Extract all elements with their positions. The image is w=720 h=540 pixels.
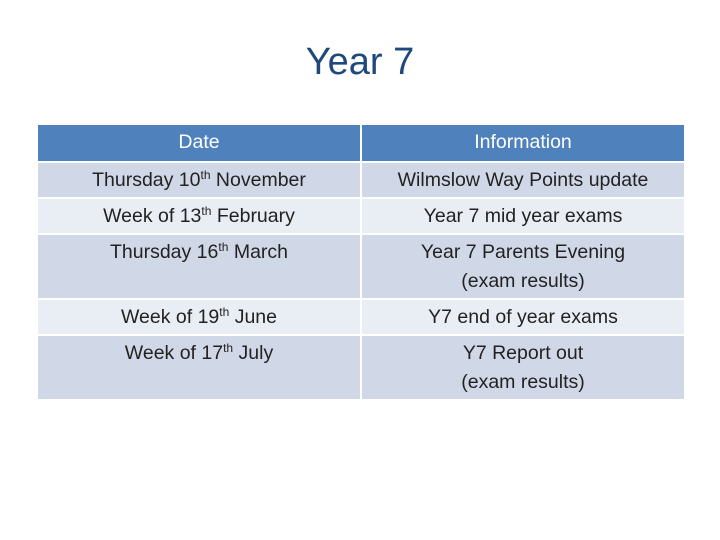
information-cell: Wilmslow Way Points update [361,162,685,198]
information-cell: Year 7 Parents Evening (exam results) [361,234,685,299]
information-cell: Y7 end of year exams [361,299,685,335]
table-header-row [37,125,685,162]
table-row [37,162,685,198]
table-row [37,234,685,299]
date-cell: Week of 13th February [37,198,361,234]
date-cell: Thursday 16th March [37,234,361,299]
table-row [37,299,685,335]
table-row [37,335,685,399]
date-cell: Thursday 10th November [37,162,361,198]
information-cell: Y7 Report out (exam results) [361,335,685,399]
date-cell: Week of 17th July [37,335,361,399]
schedule-table [36,125,686,399]
table-row [37,198,685,234]
header-information: Information [361,125,685,162]
header-date: Date [37,125,361,162]
information-cell: Year 7 mid year exams [361,198,685,234]
slide-title: Year 7 [305,41,415,83]
date-cell: Week of 19th June [37,299,361,335]
